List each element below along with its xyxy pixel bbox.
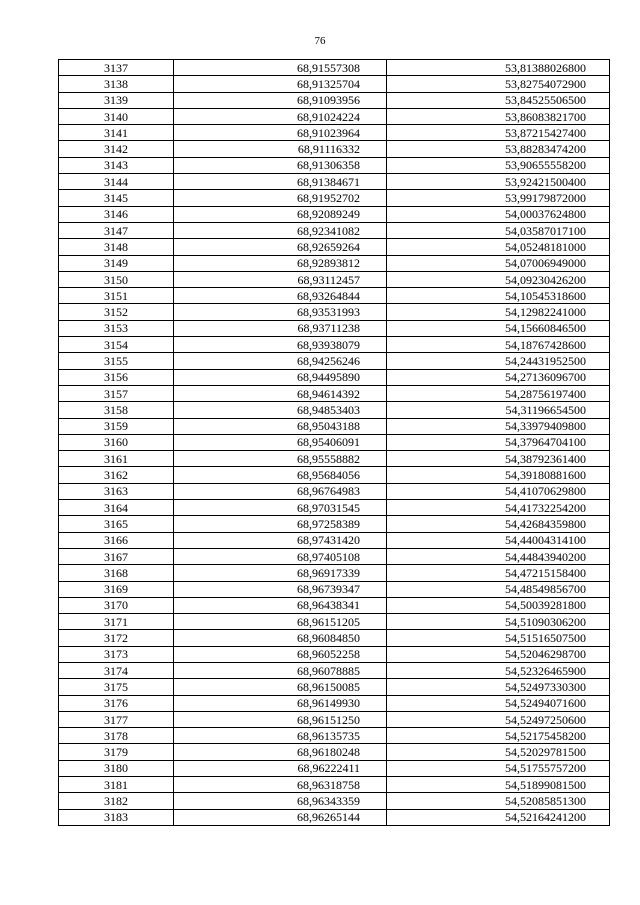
coordinate-y-cell: 54,18767428600 [387, 337, 610, 353]
point-number-cell: 3150 [59, 271, 174, 287]
point-number-cell: 3164 [59, 500, 174, 516]
table-row [59, 369, 610, 385]
coordinate-y-cell: 53,88283474200 [387, 141, 610, 157]
table-row [59, 255, 610, 271]
point-number-cell: 3146 [59, 206, 174, 222]
coordinate-x-cell: 68,96739347 [174, 581, 387, 597]
coordinate-y-cell: 53,86083821700 [387, 108, 610, 124]
table-row [59, 206, 610, 222]
coordinate-y-cell: 54,52046298700 [387, 646, 610, 662]
table-row [59, 500, 610, 516]
table-row [59, 662, 610, 678]
point-number-cell: 3159 [59, 418, 174, 434]
coordinate-x-cell: 68,91116332 [174, 141, 387, 157]
point-number-cell: 3139 [59, 92, 174, 108]
coordinate-x-cell: 68,96318758 [174, 777, 387, 793]
point-number-cell: 3165 [59, 516, 174, 532]
coordinate-y-cell: 54,44004314100 [387, 532, 610, 548]
coordinate-x-cell: 68,92893812 [174, 255, 387, 271]
table-row [59, 467, 610, 483]
coordinate-x-cell: 68,93112457 [174, 271, 387, 287]
coordinate-y-cell: 54,52494071600 [387, 695, 610, 711]
coordinate-x-cell: 68,93711238 [174, 320, 387, 336]
page-number: 76 [314, 35, 326, 47]
coordinate-y-cell: 53,82754072900 [387, 76, 610, 92]
table-row [59, 809, 610, 825]
table-row [59, 646, 610, 662]
point-number-cell: 3152 [59, 304, 174, 320]
table-row [59, 141, 610, 157]
table-row [59, 597, 610, 613]
table-row [59, 402, 610, 418]
point-number-cell: 3142 [59, 141, 174, 157]
point-number-cell: 3153 [59, 320, 174, 336]
point-number-cell: 3172 [59, 630, 174, 646]
coordinate-y-cell: 54,44843940200 [387, 548, 610, 564]
point-number-cell: 3180 [59, 760, 174, 776]
coordinate-x-cell: 68,93938079 [174, 337, 387, 353]
point-number-cell: 3145 [59, 190, 174, 206]
table-row [59, 320, 610, 336]
table-row [59, 532, 610, 548]
coordinate-x-cell: 68,91952702 [174, 190, 387, 206]
table-row [59, 483, 610, 499]
coordinate-y-cell: 54,52029781500 [387, 744, 610, 760]
point-number-cell: 3157 [59, 385, 174, 401]
table-row [59, 744, 610, 760]
coordinate-x-cell: 68,91384671 [174, 174, 387, 190]
coordinate-y-cell: 54,05248181000 [387, 239, 610, 255]
point-number-cell: 3177 [59, 711, 174, 727]
point-number-cell: 3176 [59, 695, 174, 711]
table-row [59, 353, 610, 369]
coordinate-y-cell: 54,38792361400 [387, 451, 610, 467]
table-row [59, 418, 610, 434]
coordinate-x-cell: 68,96343359 [174, 793, 387, 809]
table-row [59, 711, 610, 727]
coordinate-x-cell: 68,91306358 [174, 157, 387, 173]
coordinate-y-cell: 54,42684359800 [387, 516, 610, 532]
coordinate-y-cell: 54,27136096700 [387, 369, 610, 385]
point-number-cell: 3166 [59, 532, 174, 548]
coordinate-x-cell: 68,97405108 [174, 548, 387, 564]
table-row [59, 581, 610, 597]
coordinate-y-cell: 54,51899081500 [387, 777, 610, 793]
coordinate-x-cell: 68,95558882 [174, 451, 387, 467]
coordinate-x-cell: 68,91093956 [174, 92, 387, 108]
point-number-cell: 3174 [59, 662, 174, 678]
coordinate-x-cell: 68,92659264 [174, 239, 387, 255]
table-row [59, 125, 610, 141]
coordinate-x-cell: 68,95406091 [174, 434, 387, 450]
coordinate-x-cell: 68,97031545 [174, 500, 387, 516]
table-row [59, 92, 610, 108]
coordinate-x-cell: 68,96265144 [174, 809, 387, 825]
point-number-cell: 3140 [59, 108, 174, 124]
coordinates-table-body [59, 60, 610, 826]
table-row [59, 548, 610, 564]
table-row [59, 565, 610, 581]
coordinate-y-cell: 54,51755757200 [387, 760, 610, 776]
point-number-cell: 3163 [59, 483, 174, 499]
point-number-cell: 3179 [59, 744, 174, 760]
coordinate-y-cell: 53,87215427400 [387, 125, 610, 141]
coordinate-y-cell: 54,52085851300 [387, 793, 610, 809]
point-number-cell: 3155 [59, 353, 174, 369]
coordinate-y-cell: 54,52497330300 [387, 679, 610, 695]
point-number-cell: 3182 [59, 793, 174, 809]
coordinate-y-cell: 54,09230426200 [387, 271, 610, 287]
coordinate-y-cell: 54,48549856700 [387, 581, 610, 597]
table-row [59, 190, 610, 206]
coordinate-y-cell: 54,41070629800 [387, 483, 610, 499]
coordinate-y-cell: 54,39180881600 [387, 467, 610, 483]
point-number-cell: 3149 [59, 255, 174, 271]
coordinate-x-cell: 68,93531993 [174, 304, 387, 320]
point-number-cell: 3151 [59, 288, 174, 304]
coordinate-x-cell: 68,91024224 [174, 108, 387, 124]
coordinate-y-cell: 54,52164241200 [387, 809, 610, 825]
coordinate-y-cell: 54,50039281800 [387, 597, 610, 613]
coordinate-x-cell: 68,96149930 [174, 695, 387, 711]
table-row [59, 239, 610, 255]
point-number-cell: 3144 [59, 174, 174, 190]
point-number-cell: 3161 [59, 451, 174, 467]
coordinate-x-cell: 68,96222411 [174, 760, 387, 776]
table-row [59, 76, 610, 92]
point-number-cell: 3156 [59, 369, 174, 385]
table-row [59, 728, 610, 744]
coordinate-y-cell: 54,28756197400 [387, 385, 610, 401]
point-number-cell: 3178 [59, 728, 174, 744]
coordinate-y-cell: 54,10545318600 [387, 288, 610, 304]
coordinate-x-cell: 68,96078885 [174, 662, 387, 678]
coordinate-x-cell: 68,91557308 [174, 60, 387, 76]
point-number-cell: 3181 [59, 777, 174, 793]
coordinate-y-cell: 54,52326465900 [387, 662, 610, 678]
coordinate-x-cell: 68,96764983 [174, 483, 387, 499]
table-row [59, 760, 610, 776]
coordinate-y-cell: 53,90655558200 [387, 157, 610, 173]
point-number-cell: 3168 [59, 565, 174, 581]
coordinate-x-cell: 68,95684056 [174, 467, 387, 483]
coordinate-x-cell: 68,96151205 [174, 614, 387, 630]
point-number-cell: 3154 [59, 337, 174, 353]
coordinate-y-cell: 53,99179872000 [387, 190, 610, 206]
point-number-cell: 3167 [59, 548, 174, 564]
table-row [59, 516, 610, 532]
coordinates-table [58, 59, 610, 826]
coordinate-x-cell: 68,93264844 [174, 288, 387, 304]
table-row [59, 157, 610, 173]
coordinate-x-cell: 68,92089249 [174, 206, 387, 222]
coordinate-x-cell: 68,96150085 [174, 679, 387, 695]
coordinate-y-cell: 53,81388026800 [387, 60, 610, 76]
coordinate-y-cell: 54,12982241000 [387, 304, 610, 320]
point-number-cell: 3173 [59, 646, 174, 662]
coordinate-y-cell: 54,47215158400 [387, 565, 610, 581]
table-row [59, 679, 610, 695]
table-row [59, 793, 610, 809]
coordinate-x-cell: 68,94256246 [174, 353, 387, 369]
point-number-cell: 3148 [59, 239, 174, 255]
coordinate-x-cell: 68,96438341 [174, 597, 387, 613]
point-number-cell: 3158 [59, 402, 174, 418]
table-row [59, 614, 610, 630]
coordinate-x-cell: 68,96084850 [174, 630, 387, 646]
point-number-cell: 3138 [59, 76, 174, 92]
table-row [59, 337, 610, 353]
coordinate-y-cell: 54,03587017100 [387, 222, 610, 238]
point-number-cell: 3141 [59, 125, 174, 141]
table-row [59, 777, 610, 793]
coordinate-y-cell: 54,51090306200 [387, 614, 610, 630]
point-number-cell: 3169 [59, 581, 174, 597]
table-row [59, 451, 610, 467]
coordinate-x-cell: 68,96135735 [174, 728, 387, 744]
coordinate-x-cell: 68,97431420 [174, 532, 387, 548]
coordinate-x-cell: 68,94614392 [174, 385, 387, 401]
point-number-cell: 3175 [59, 679, 174, 695]
point-number-cell: 3170 [59, 597, 174, 613]
coordinate-x-cell: 68,96151250 [174, 711, 387, 727]
coordinate-x-cell: 68,96052258 [174, 646, 387, 662]
point-number-cell: 3147 [59, 222, 174, 238]
coordinate-y-cell: 53,84525506500 [387, 92, 610, 108]
table-row [59, 222, 610, 238]
coordinate-x-cell: 68,96180248 [174, 744, 387, 760]
coordinate-y-cell: 54,33979409800 [387, 418, 610, 434]
coordinate-y-cell: 54,07006949000 [387, 255, 610, 271]
coordinate-x-cell: 68,92341082 [174, 222, 387, 238]
coordinate-y-cell: 54,52175458200 [387, 728, 610, 744]
coordinate-y-cell: 54,41732254200 [387, 500, 610, 516]
coordinate-x-cell: 68,94495890 [174, 369, 387, 385]
point-number-cell: 3137 [59, 60, 174, 76]
table-row [59, 385, 610, 401]
coordinate-y-cell: 54,31196654500 [387, 402, 610, 418]
coordinate-y-cell: 54,52497250600 [387, 711, 610, 727]
table-row [59, 434, 610, 450]
coordinate-y-cell: 54,37964704100 [387, 434, 610, 450]
coordinate-y-cell: 54,51516507500 [387, 630, 610, 646]
coordinate-y-cell: 53,92421500400 [387, 174, 610, 190]
table-row [59, 630, 610, 646]
point-number-cell: 3162 [59, 467, 174, 483]
coordinate-x-cell: 68,94853403 [174, 402, 387, 418]
point-number-cell: 3143 [59, 157, 174, 173]
table-row [59, 695, 610, 711]
point-number-cell: 3183 [59, 809, 174, 825]
coordinate-x-cell: 68,91023964 [174, 125, 387, 141]
table-row [59, 108, 610, 124]
point-number-cell: 3160 [59, 434, 174, 450]
table-row [59, 60, 610, 76]
coordinate-x-cell: 68,91325704 [174, 76, 387, 92]
table-row [59, 271, 610, 287]
table-row [59, 174, 610, 190]
coordinate-y-cell: 54,15660846500 [387, 320, 610, 336]
coordinate-y-cell: 54,24431952500 [387, 353, 610, 369]
coordinate-y-cell: 54,00037624800 [387, 206, 610, 222]
coordinate-x-cell: 68,97258389 [174, 516, 387, 532]
coordinate-x-cell: 68,96917339 [174, 565, 387, 581]
table-row [59, 288, 610, 304]
point-number-cell: 3171 [59, 614, 174, 630]
table-row [59, 304, 610, 320]
coordinate-x-cell: 68,95043188 [174, 418, 387, 434]
